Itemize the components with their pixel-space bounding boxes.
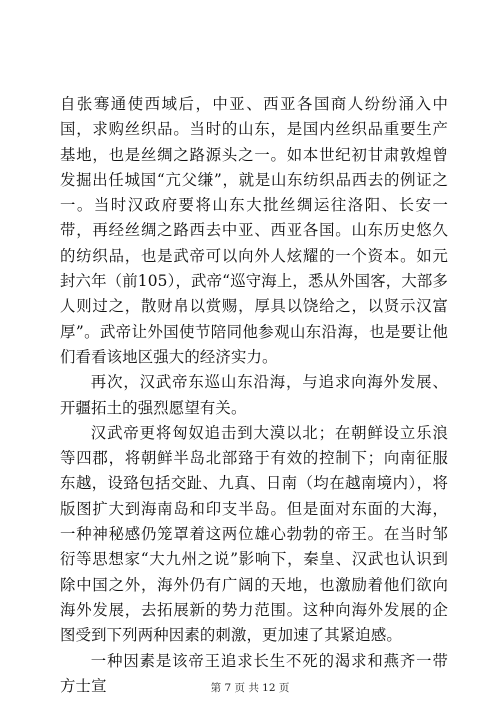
paragraph-2: 再次，汉武帝东巡山东沿海，与追求向海外发展、开疆拓土的强烈愿望有关。 [60, 373, 448, 417]
paragraph-1: 自张骞通使西域后，中亚、西亚各国商人纷纷涌入中国，求购丝织品。当时的山东，是国内丝织品重要生产基地，也是丝绸之路源头之一。如本世纪初甘肃敦煌曾发掘出任城国“亢父缣”，就是山东纺织品西去的例证之一。当时汉政府要将山东大批丝绸运往洛阳、长安一带，再经丝绸之路西去中亚、西亚各国。山东历史悠久的纺织品，也是武帝可以向外人炫耀的一个资本。如元封六年（前105），武帝“巡守海上，悉从外国客，大部多人则过之，散财帛以赏赐，厚具以饶给之，以贤示汉富厚”。武帝让外国使节陪同他参观山东沿海，也是要让他们看看该地区强大的经济实力。 [60, 95, 448, 366]
paragraph-3: 汉武帝更将匈奴追击到大漠以北；在朝鲜设立乐浪等四郡，将朝鲜半岛北部臵于有效的控制下；向南征服东越，设臵包括交趾、九真、日南（均在越南境内），将版图扩大到海南岛和印支半岛。但是面对东面的大海，一种神秘感仍笼罩着这两位雄心勃勃的帝王。在当时邹衍等思想家“大九州之说”影响下，秦皇、汉武也认识到除中国之外，海外仍有广阔的天地，也激励着他们欲向海外发展，去拓展新的势力范围。这种向海外发展的企图受到下列两种因素的刺激，更加速了其紧迫感。 [60, 423, 448, 645]
document-body [60, 92, 448, 699]
page-number-footer: 第 7 页 共 12 页 [210, 682, 290, 694]
paragraph-4: 一种因素是该帝王追求长生不死的渴求和燕齐一带方士宣 [60, 651, 448, 695]
